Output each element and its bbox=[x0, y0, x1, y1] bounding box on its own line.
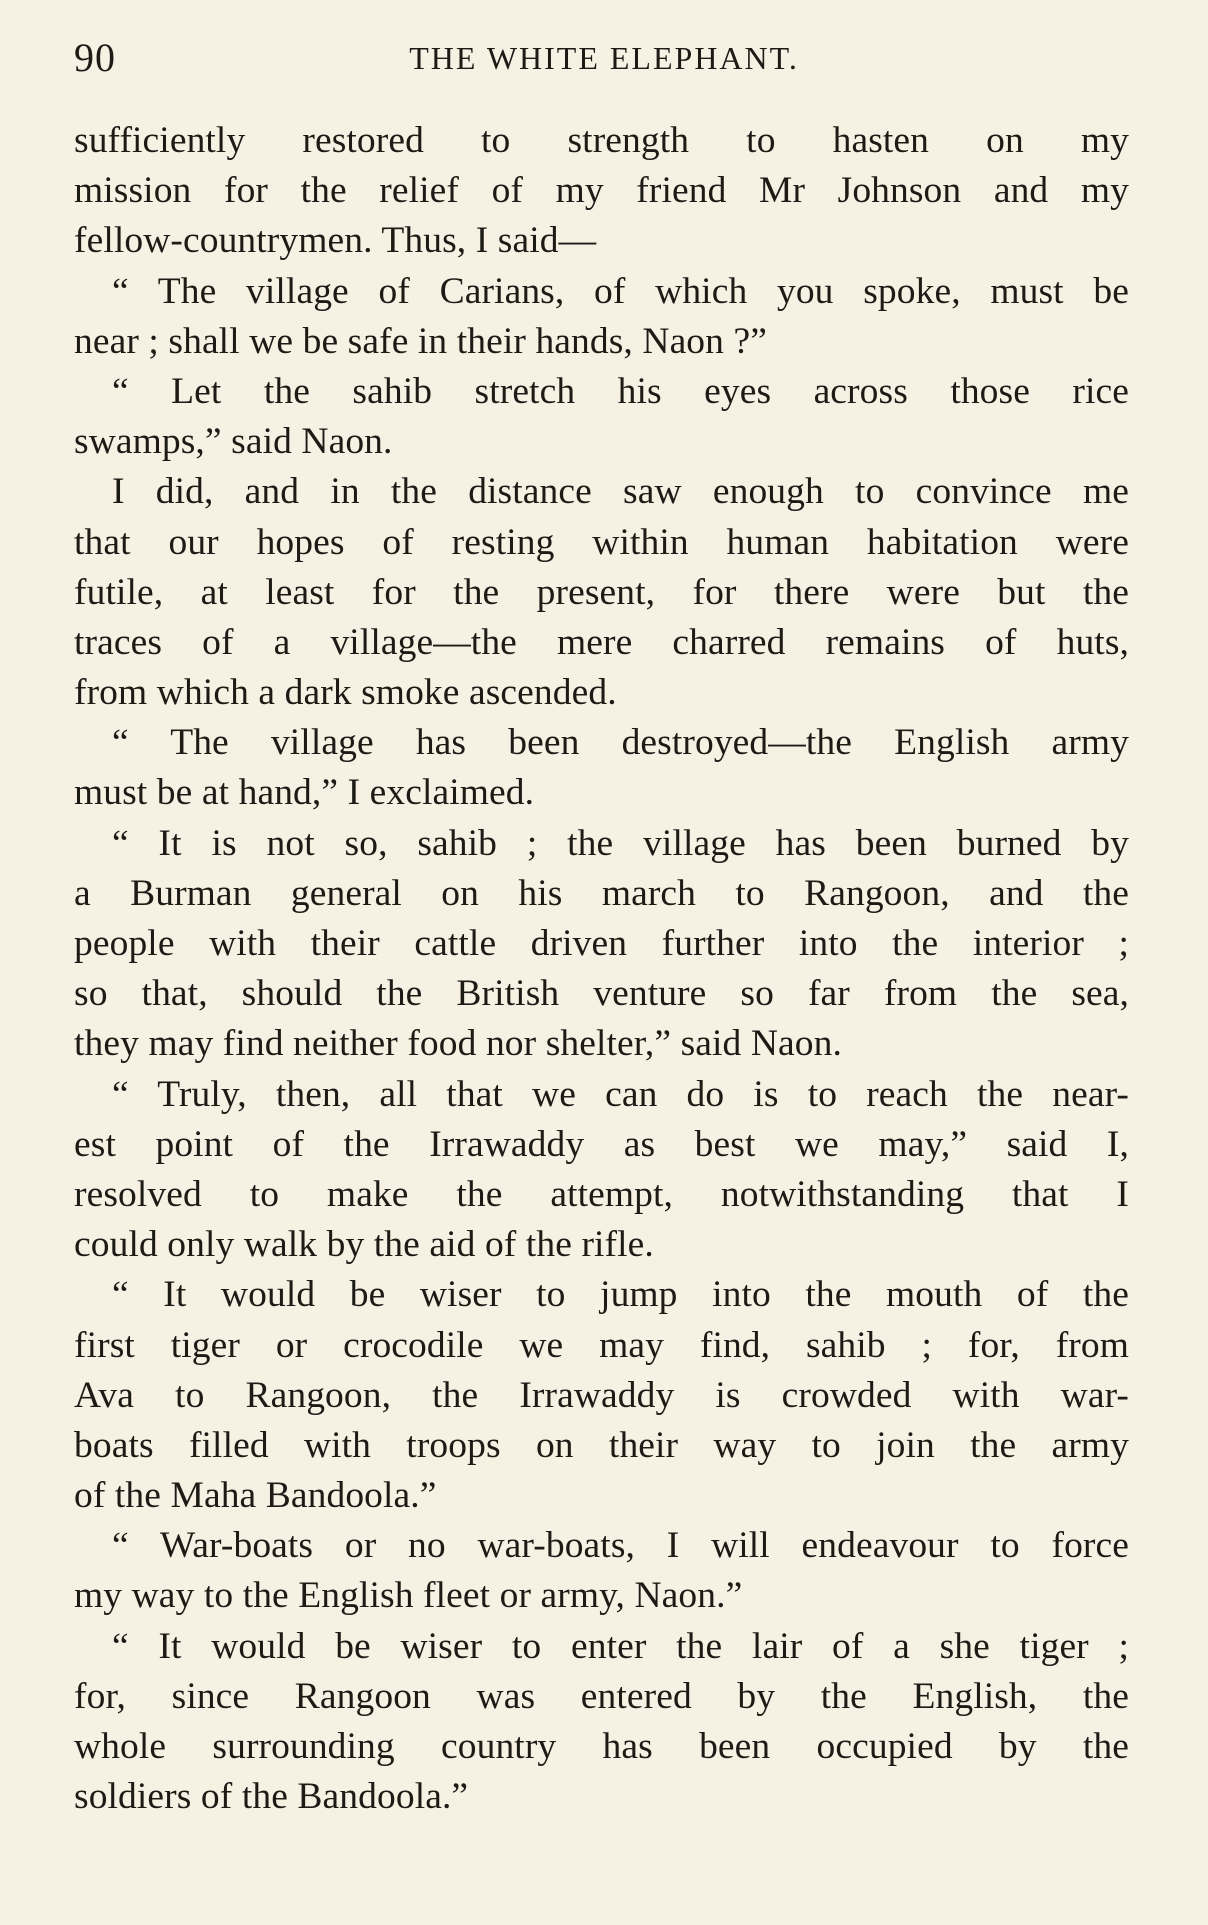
text-line: my way to the English fleet or army, Naon.” bbox=[74, 1575, 743, 1617]
text-line: futile, at least for the present, for there were but the bbox=[74, 571, 1129, 613]
text-line: “ It would be wiser to jump into the mouth of the bbox=[112, 1274, 1129, 1316]
text-line: “ It is not so, sahib ; the village has been burned by bbox=[112, 822, 1129, 864]
text-line: of the Maha Bandoola.” bbox=[74, 1475, 437, 1517]
page-number: 90 bbox=[74, 35, 116, 80]
text-line: a Burman general on his march to Rangoon, and the bbox=[74, 872, 1129, 914]
text-line: sufficiently restored to strength to hasten on my bbox=[74, 120, 1129, 161]
text-line: “ It would be wiser to enter the lair of a she tiger ; bbox=[112, 1625, 1129, 1667]
text-line: swamps,” said Naon. bbox=[74, 421, 393, 463]
text-line: from which a dark smoke ascended. bbox=[74, 672, 617, 714]
text-line: so that, should the British venture so far from the sea, bbox=[74, 973, 1129, 1015]
text-line: soldiers of the Bandoola.” bbox=[74, 1776, 469, 1818]
text-line: near ; shall we be safe in their hands, Naon ?” bbox=[74, 320, 767, 362]
text-line: fellow-countrymen. Thus, I said— bbox=[74, 220, 597, 262]
text-line: could only walk by the aid of the rifle. bbox=[74, 1224, 654, 1266]
text-line: “ The village of Carians, of which you spoke, must be bbox=[112, 270, 1129, 312]
body-text bbox=[74, 116, 1129, 1822]
text-line: “ War-boats or no war-boats, I will endeavour to force bbox=[112, 1525, 1129, 1567]
text-line: resolved to make the attempt, notwithstanding that I bbox=[74, 1173, 1129, 1215]
text-line: people with their cattle driven further into the interior ; bbox=[74, 923, 1129, 964]
text-line: est point of the Irrawaddy as best we may,” said I, bbox=[74, 1123, 1129, 1165]
text-line: I did, and in the distance saw enough to convince me bbox=[112, 471, 1129, 513]
text-line: they may find neither food nor shelter,” said Naon. bbox=[74, 1023, 842, 1065]
text-line: traces of a village—the mere charred remains of huts, bbox=[74, 621, 1129, 663]
text-line: mission for the relief of my friend Mr Johnson and my bbox=[74, 170, 1129, 212]
running-title: THE WHITE ELEPHANT. bbox=[409, 40, 799, 76]
text-line: whole surrounding country has been occupied by the bbox=[74, 1726, 1129, 1767]
text-line: “ Let the sahib stretch his eyes across those rice bbox=[112, 370, 1129, 412]
text-line: “ The village has been destroyed—the English army bbox=[112, 722, 1129, 764]
text-line: must be at hand,” I exclaimed. bbox=[74, 772, 535, 814]
text-line: boats filled with troops on their way to join the army bbox=[74, 1424, 1129, 1466]
text-line: for, since Rangoon was entered by the English, the bbox=[74, 1675, 1129, 1717]
text-line: first tiger or crocodile we may find, sahib ; for, from bbox=[74, 1324, 1129, 1366]
text-line: that our hopes of resting within human habitation were bbox=[74, 521, 1129, 563]
running-head bbox=[74, 34, 1134, 82]
text-line: “ Truly, then, all that we can do is to reach the near- bbox=[112, 1073, 1129, 1115]
text-line: Ava to Rangoon, the Irrawaddy is crowded with war- bbox=[74, 1374, 1129, 1416]
